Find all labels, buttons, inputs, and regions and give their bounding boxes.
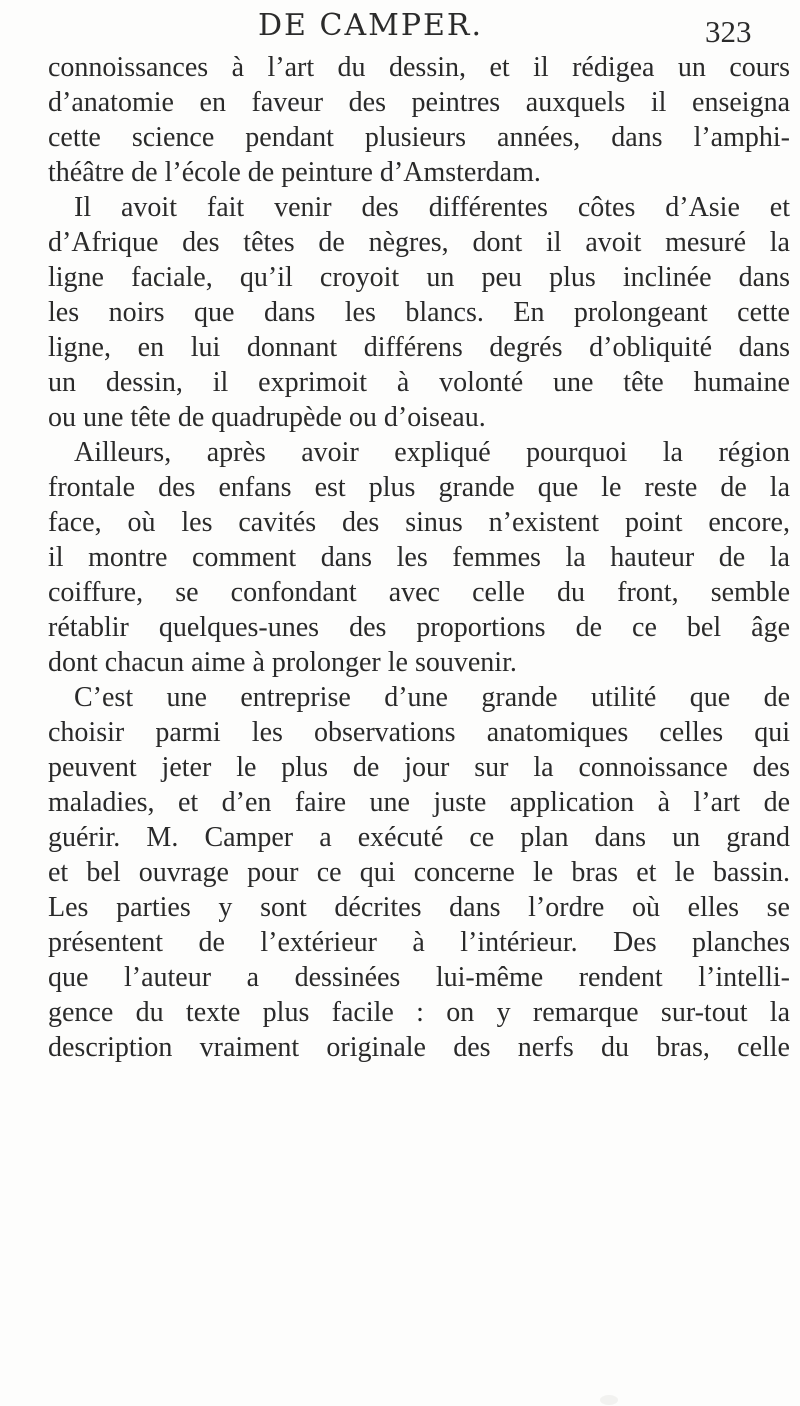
text-line: un dessin, il exprimoit à volonté une tête humaine [48, 367, 790, 398]
text-line: face, où les cavités des sinus n’existent point encore, [48, 507, 790, 538]
text-line: Ailleurs, après avoir expliqué pourquoi la région [74, 437, 790, 468]
paper-stain [600, 1395, 618, 1405]
paragraph [48, 680, 790, 1065]
text-line: C’est une entreprise d’une grande utilité que de [74, 682, 790, 713]
text-line: les noirs que dans les blancs. En prolongeant cette [48, 297, 790, 328]
running-head [0, 8, 800, 48]
text-line: Il avoit fait venir des différentes côtes d’Asie et [74, 192, 790, 223]
text-line: ou une tête de quadrupède ou d’oiseau. [48, 402, 486, 433]
paragraph [48, 50, 790, 190]
text-line: et bel ouvrage pour ce qui concerne le bras et le bassin. [48, 857, 790, 888]
paragraph [48, 190, 790, 435]
text-line: peuvent jeter le plus de jour sur la connoissance des [48, 752, 790, 783]
text-line: cette science pendant plusieurs années, dans l’amphi- [48, 122, 790, 153]
text-line: d’Afrique des têtes de nègres, dont il avoit mesuré la [48, 227, 790, 258]
text-line: ligne, en lui donnant différens degrés d’obliquité dans [48, 332, 790, 363]
text-line: théâtre de l’école de peinture d’Amsterdam. [48, 157, 541, 188]
text-line: description vraiment originale des nerfs du bras, celle [48, 1032, 790, 1063]
text-line: d’anatomie en faveur des peintres auxquels il enseigna [48, 87, 790, 118]
text-line: ligne faciale, qu’il croyoit un peu plus inclinée dans [48, 262, 790, 293]
text-line: coiffure, se confondant avec celle du front, semble [48, 577, 790, 608]
text-line: il montre comment dans les femmes la hauteur de la [48, 542, 790, 573]
text-line: maladies, et d’en faire une juste application à l’art de [48, 787, 790, 818]
text-line: gence du texte plus facile : on y remarque sur-tout la [48, 997, 790, 1028]
text-line: dont chacun aime à prolonger le souvenir. [48, 647, 517, 678]
text-line: frontale des enfans est plus grande que le reste de la [48, 472, 790, 503]
text-line: guérir. M. Camper a exécuté ce plan dans un grand [48, 822, 790, 853]
text-line: choisir parmi les observations anatomiques celles qui [48, 717, 790, 748]
running-title: DE CAMPER. [258, 8, 484, 43]
text-line: Les parties y sont décrites dans l’ordre où elles se [48, 892, 790, 923]
text-line: que l’auteur a dessinées lui-même rendent l’intelli- [48, 962, 790, 993]
page-number: 323 [705, 14, 752, 49]
text-line: présentent de l’extérieur à l’intérieur. Des planches [48, 927, 790, 958]
body-text [48, 50, 790, 1065]
text-line: connoissances à l’art du dessin, et il rédigea un cours [48, 52, 790, 83]
paragraph [48, 435, 790, 680]
text-line: rétablir quelques-unes des proportions de ce bel âge [48, 612, 790, 643]
